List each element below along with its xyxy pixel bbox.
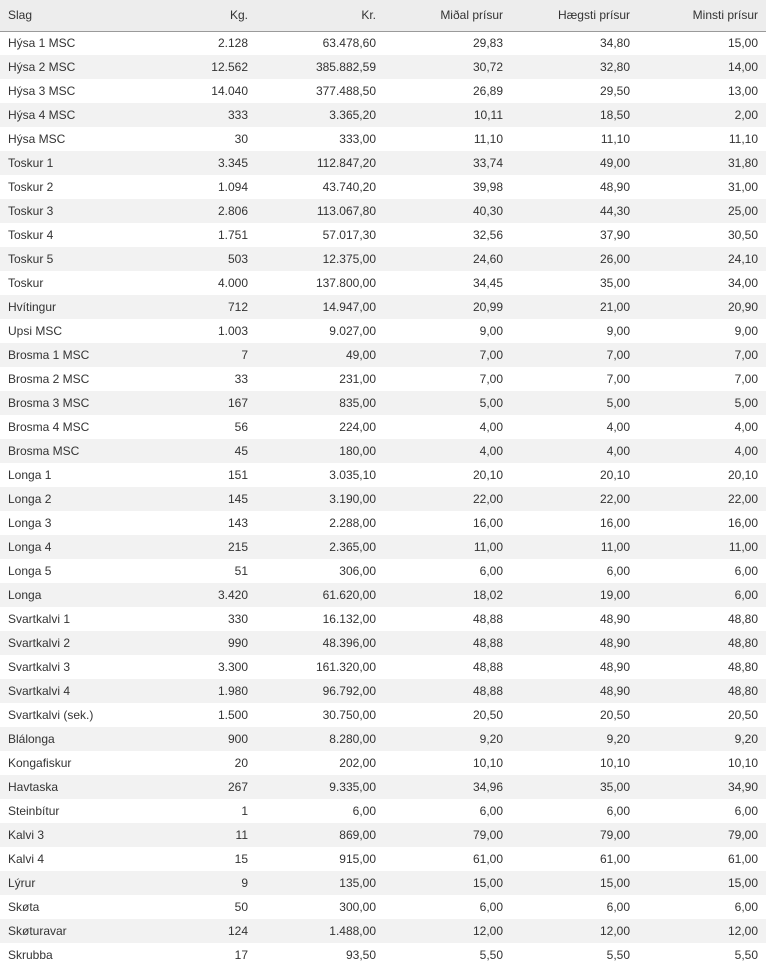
cell-species: Kalvi 4 — [8, 852, 45, 866]
cell-species: Skrubba — [8, 948, 53, 962]
cell-min-price: 6,00 — [734, 900, 758, 914]
cell-kr: 8.280,00 — [329, 732, 376, 746]
cell-kg: 20 — [234, 756, 248, 770]
cell-min-price: 48,80 — [727, 684, 758, 698]
cell-kr: 835,00 — [339, 396, 376, 410]
cell-kg: 1.094 — [217, 180, 248, 194]
cell-kr: 9.027,00 — [329, 324, 376, 338]
cell-species: Skøturavar — [8, 924, 67, 938]
cell-kr: 224,00 — [339, 420, 376, 434]
table-row — [0, 943, 766, 967]
cell-kr: 3.190,00 — [329, 492, 376, 506]
cell-max-price: 32,80 — [599, 60, 630, 74]
cell-kg: 900 — [227, 732, 248, 746]
cell-avg-price: 9,00 — [479, 324, 503, 338]
cell-species: Longa 1 — [8, 468, 52, 482]
cell-max-price: 48,90 — [599, 612, 630, 626]
cell-kg: 124 — [227, 924, 248, 938]
cell-min-price: 6,00 — [734, 564, 758, 578]
cell-max-price: 4,00 — [606, 420, 630, 434]
cell-avg-price: 26,89 — [472, 84, 503, 98]
cell-avg-price: 6,00 — [479, 804, 503, 818]
cell-avg-price: 39,98 — [472, 180, 503, 194]
cell-kr: 3.035,10 — [329, 468, 376, 482]
table-row — [0, 799, 766, 823]
cell-species: Hýsa 1 MSC — [8, 36, 76, 51]
cell-kg: 333 — [227, 108, 248, 122]
cell-kg: 45 — [234, 444, 248, 458]
cell-min-price: 6,00 — [734, 588, 758, 602]
table-body — [0, 31, 766, 967]
table-row — [0, 79, 766, 103]
cell-kr: 1.488,00 — [329, 924, 376, 938]
cell-species: Longa — [8, 588, 42, 602]
cell-species: Toskur — [8, 276, 44, 290]
cell-avg-price: 79,00 — [472, 828, 503, 842]
cell-species: Svartkalvi 1 — [8, 612, 71, 626]
cell-kg: 17 — [234, 948, 248, 962]
table-row — [0, 223, 766, 247]
cell-min-price: 20,90 — [727, 300, 758, 314]
table-row — [0, 343, 766, 367]
cell-min-price: 31,00 — [727, 180, 758, 194]
cell-kg: 167 — [227, 396, 248, 410]
table-row — [0, 31, 766, 55]
cell-max-price: 34,80 — [599, 36, 630, 51]
column-header-min-price[interactable]: Minsti prísur — [638, 0, 766, 31]
cell-kr: 96.792,00 — [322, 684, 376, 698]
cell-min-price: 13,00 — [727, 84, 758, 98]
cell-kr: 9.335,00 — [329, 780, 376, 794]
cell-max-price: 49,00 — [599, 156, 630, 170]
cell-min-price: 15,00 — [727, 36, 758, 51]
table-row — [0, 919, 766, 943]
cell-avg-price: 5,50 — [479, 948, 503, 962]
cell-max-price: 20,10 — [599, 468, 630, 482]
cell-kr: 48.396,00 — [322, 636, 376, 650]
cell-min-price: 16,00 — [727, 516, 758, 530]
cell-max-price: 9,20 — [606, 732, 630, 746]
cell-max-price: 61,00 — [599, 852, 630, 866]
table-row — [0, 703, 766, 727]
cell-min-price: 48,80 — [727, 636, 758, 650]
cell-kr: 333,00 — [339, 132, 376, 146]
cell-species: Toskur 2 — [8, 180, 54, 194]
cell-min-price: 5,50 — [734, 948, 758, 962]
cell-min-price: 20,50 — [727, 708, 758, 722]
cell-max-price: 37,90 — [599, 228, 630, 242]
cell-kr: 3.365,20 — [329, 108, 376, 122]
cell-species: Upsi MSC — [8, 324, 63, 338]
cell-avg-price: 32,56 — [472, 228, 503, 242]
cell-species: Hýsa 2 MSC — [8, 60, 76, 74]
cell-max-price: 44,30 — [599, 204, 630, 218]
cell-avg-price: 30,72 — [472, 60, 503, 74]
table-row — [0, 319, 766, 343]
cell-avg-price: 12,00 — [472, 924, 503, 938]
table-row — [0, 823, 766, 847]
cell-kg: 330 — [227, 612, 248, 626]
cell-avg-price: 10,11 — [473, 108, 503, 122]
cell-max-price: 18,50 — [599, 108, 630, 122]
cell-max-price: 48,90 — [599, 660, 630, 674]
cell-kg: 503 — [227, 252, 248, 266]
cell-kr: 385.882,59 — [315, 60, 376, 74]
cell-max-price: 11,00 — [600, 540, 630, 554]
cell-species: Skøta — [8, 900, 40, 914]
cell-max-price: 35,00 — [599, 276, 630, 290]
cell-species: Toskur 1 — [8, 156, 54, 170]
table-row — [0, 367, 766, 391]
table-row — [0, 439, 766, 463]
table-row — [0, 871, 766, 895]
cell-min-price: 11,10 — [728, 132, 758, 146]
cell-kr: 377.488,50 — [315, 84, 376, 98]
cell-max-price: 48,90 — [599, 636, 630, 650]
cell-species: Hvítingur — [8, 300, 57, 314]
cell-kg: 56 — [234, 420, 248, 434]
header-row — [0, 0, 766, 31]
cell-avg-price: 11,10 — [473, 132, 503, 146]
cell-species: Svartkalvi 2 — [8, 636, 71, 650]
cell-species: Blálonga — [8, 732, 55, 746]
cell-species: Toskur 4 — [8, 228, 54, 242]
column-header-max-price[interactable]: Hægsti prísur — [511, 0, 638, 31]
cell-kg: 151 — [227, 468, 248, 482]
table-row — [0, 463, 766, 487]
cell-kg: 14.040 — [211, 84, 248, 98]
table-row — [0, 895, 766, 919]
cell-max-price: 21,00 — [599, 300, 630, 314]
cell-max-price: 12,00 — [599, 924, 630, 938]
cell-max-price: 6,00 — [606, 804, 630, 818]
cell-min-price: 9,00 — [734, 324, 758, 338]
cell-kg: 1.980 — [217, 684, 248, 698]
table-row — [0, 751, 766, 775]
cell-avg-price: 11,00 — [473, 540, 503, 554]
cell-kg: 33 — [234, 372, 248, 386]
cell-kr: 231,00 — [339, 372, 376, 386]
table-row — [0, 535, 766, 559]
cell-kr: 14.947,00 — [322, 300, 376, 314]
table-row — [0, 775, 766, 799]
cell-min-price: 48,80 — [727, 660, 758, 674]
cell-avg-price: 7,00 — [479, 372, 503, 386]
column-header-kg[interactable]: Kg. — [150, 0, 256, 31]
cell-min-price: 5,00 — [734, 396, 758, 410]
cell-kr: 16.132,00 — [322, 612, 376, 626]
table-row — [0, 655, 766, 679]
cell-max-price: 4,00 — [606, 444, 630, 458]
cell-kr: 49,00 — [345, 348, 376, 362]
table-row — [0, 271, 766, 295]
cell-max-price: 6,00 — [606, 564, 630, 578]
table-row — [0, 247, 766, 271]
table-row — [0, 559, 766, 583]
cell-kr: 112.847,20 — [316, 156, 376, 170]
cell-min-price: 7,00 — [734, 372, 758, 386]
cell-max-price: 48,90 — [599, 180, 630, 194]
cell-min-price: 24,10 — [727, 252, 758, 266]
table-row — [0, 511, 766, 535]
cell-kr: 202,00 — [339, 756, 376, 770]
cell-max-price: 5,00 — [606, 396, 630, 410]
cell-avg-price: 48,88 — [472, 660, 503, 674]
cell-min-price: 34,00 — [727, 276, 758, 290]
cell-max-price: 9,00 — [606, 324, 630, 338]
column-header-kr[interactable]: Kr. — [256, 0, 384, 31]
table-header — [0, 0, 766, 31]
table-row — [0, 415, 766, 439]
cell-avg-price: 4,00 — [479, 420, 503, 434]
cell-kg: 30 — [234, 132, 248, 146]
cell-kr: 915,00 — [339, 852, 376, 866]
cell-kr: 63.478,60 — [322, 36, 376, 51]
cell-min-price: 11,00 — [728, 540, 758, 554]
cell-avg-price: 24,60 — [472, 252, 503, 266]
cell-avg-price: 34,45 — [472, 276, 503, 290]
cell-min-price: 9,20 — [734, 732, 758, 746]
cell-species: Brosma MSC — [8, 444, 80, 458]
cell-min-price: 10,10 — [727, 756, 758, 770]
table-row — [0, 55, 766, 79]
cell-kg: 712 — [227, 300, 248, 314]
cell-max-price: 16,00 — [599, 516, 630, 530]
cell-avg-price: 33,74 — [472, 156, 503, 170]
cell-kr: 57.017,30 — [322, 228, 376, 242]
cell-min-price: 4,00 — [734, 420, 758, 434]
cell-kr: 306,00 — [339, 564, 376, 578]
cell-min-price: 34,90 — [727, 780, 758, 794]
cell-max-price: 19,00 — [599, 588, 630, 602]
cell-species: Longa 2 — [8, 492, 52, 506]
table-row — [0, 631, 766, 655]
cell-species: Hýsa MSC — [8, 132, 66, 146]
cell-kr: 12.375,00 — [322, 252, 376, 266]
cell-kg: 15 — [234, 852, 248, 866]
cell-kr: 2.365,00 — [329, 540, 376, 554]
cell-avg-price: 9,20 — [479, 732, 503, 746]
cell-avg-price: 48,88 — [472, 684, 503, 698]
cell-species: Brosma 2 MSC — [8, 372, 90, 386]
cell-kr: 30.750,00 — [322, 708, 376, 722]
cell-species: Brosma 4 MSC — [8, 420, 90, 434]
table-row — [0, 103, 766, 127]
cell-avg-price: 15,00 — [472, 876, 503, 890]
cell-species: Lýrur — [8, 876, 36, 890]
table-row — [0, 151, 766, 175]
cell-species: Svartkalvi 3 — [8, 660, 71, 674]
cell-avg-price: 16,00 — [472, 516, 503, 530]
cell-avg-price: 4,00 — [479, 444, 503, 458]
cell-min-price: 22,00 — [727, 492, 758, 506]
column-header-avg-price[interactable]: Miðal prísur — [384, 0, 511, 31]
cell-min-price: 14,00 — [727, 60, 758, 74]
cell-species: Longa 3 — [8, 516, 52, 530]
cell-min-price: 6,00 — [734, 804, 758, 818]
cell-species: Svartkalvi (sek.) — [8, 708, 94, 722]
cell-species: Brosma 1 MSC — [8, 348, 90, 362]
table-row — [0, 295, 766, 319]
cell-max-price: 26,00 — [599, 252, 630, 266]
cell-kg: 4.000 — [217, 276, 248, 290]
cell-kr: 113.067,80 — [316, 204, 376, 218]
cell-kg: 267 — [227, 780, 248, 794]
cell-avg-price: 18,02 — [472, 588, 503, 602]
cell-min-price: 31,80 — [727, 156, 758, 170]
cell-avg-price: 40,30 — [472, 204, 503, 218]
cell-kr: 43.740,20 — [322, 180, 376, 194]
cell-avg-price: 34,96 — [472, 780, 503, 794]
cell-species: Havtaska — [8, 780, 59, 794]
cell-kr: 161.320,00 — [315, 660, 376, 674]
cell-kg: 7 — [241, 348, 248, 362]
cell-max-price: 20,50 — [599, 708, 630, 722]
cell-avg-price: 6,00 — [479, 900, 503, 914]
cell-kg: 3.300 — [217, 660, 248, 674]
cell-kg: 3.420 — [217, 588, 248, 602]
table-row — [0, 391, 766, 415]
cell-species: Kongafiskur — [8, 756, 72, 770]
cell-min-price: 48,80 — [727, 612, 758, 626]
cell-avg-price: 29,83 — [472, 36, 503, 51]
cell-kr: 869,00 — [339, 828, 376, 842]
cell-species: Toskur 3 — [8, 204, 54, 218]
cell-max-price: 35,00 — [599, 780, 630, 794]
cell-kg: 2.128 — [217, 36, 248, 51]
cell-min-price: 20,10 — [727, 468, 758, 482]
cell-species: Steinbítur — [8, 804, 60, 818]
cell-min-price: 30,50 — [727, 228, 758, 242]
cell-kg: 1 — [241, 804, 248, 818]
cell-kg: 11 — [235, 828, 248, 842]
cell-species: Longa 5 — [8, 564, 52, 578]
cell-max-price: 48,90 — [599, 684, 630, 698]
cell-kg: 1.751 — [217, 228, 248, 242]
column-header-slag[interactable]: Slag — [0, 0, 150, 31]
cell-max-price: 22,00 — [599, 492, 630, 506]
cell-species: Svartkalvi 4 — [8, 684, 71, 698]
cell-kr: 93,50 — [345, 948, 376, 962]
cell-avg-price: 7,00 — [479, 348, 503, 362]
table-row — [0, 679, 766, 703]
cell-species: Hýsa 3 MSC — [8, 84, 76, 98]
cell-kg: 3.345 — [217, 156, 248, 170]
cell-species: Kalvi 3 — [8, 828, 45, 842]
cell-kr: 180,00 — [339, 444, 376, 458]
cell-avg-price: 6,00 — [479, 564, 503, 578]
cell-avg-price: 22,00 — [472, 492, 503, 506]
cell-max-price: 5,50 — [606, 948, 630, 962]
cell-avg-price: 20,99 — [472, 300, 503, 314]
cell-max-price: 15,00 — [599, 876, 630, 890]
cell-avg-price: 20,10 — [472, 468, 503, 482]
cell-kg: 51 — [234, 564, 248, 578]
cell-min-price: 12,00 — [727, 924, 758, 938]
cell-kg: 990 — [227, 636, 248, 650]
cell-species: Hýsa 4 MSC — [8, 108, 76, 122]
cell-min-price: 7,00 — [734, 348, 758, 362]
cell-max-price: 7,00 — [606, 372, 630, 386]
cell-min-price: 2,00 — [734, 108, 758, 122]
cell-kr: 300,00 — [339, 900, 376, 914]
cell-kr: 135,00 — [339, 876, 376, 890]
cell-kg: 1.003 — [217, 324, 248, 338]
cell-kg: 143 — [227, 516, 248, 530]
cell-kg: 1.500 — [217, 708, 248, 722]
table-row — [0, 847, 766, 871]
cell-kg: 9 — [241, 876, 248, 890]
table-row — [0, 175, 766, 199]
cell-min-price: 79,00 — [727, 828, 758, 842]
cell-avg-price: 20,50 — [472, 708, 503, 722]
cell-max-price: 79,00 — [599, 828, 630, 842]
cell-min-price: 25,00 — [727, 204, 758, 218]
cell-avg-price: 10,10 — [472, 756, 503, 770]
cell-max-price: 11,10 — [600, 132, 630, 146]
cell-kg: 50 — [234, 900, 248, 914]
cell-min-price: 15,00 — [727, 876, 758, 890]
cell-avg-price: 48,88 — [472, 612, 503, 626]
cell-avg-price: 61,00 — [472, 852, 503, 866]
cell-kr: 61.620,00 — [322, 588, 376, 602]
cell-kr: 2.288,00 — [329, 516, 376, 530]
cell-avg-price: 5,00 — [479, 396, 503, 410]
table-row — [0, 607, 766, 631]
table-row — [0, 487, 766, 511]
cell-kg: 2.806 — [217, 204, 248, 218]
cell-kg: 12.562 — [211, 60, 248, 74]
table-row — [0, 127, 766, 151]
cell-avg-price: 48,88 — [472, 636, 503, 650]
cell-kr: 6,00 — [352, 804, 376, 818]
cell-species: Brosma 3 MSC — [8, 396, 90, 410]
cell-max-price: 7,00 — [606, 348, 630, 362]
table-row — [0, 727, 766, 751]
cell-max-price: 10,10 — [599, 756, 630, 770]
cell-min-price: 61,00 — [727, 852, 758, 866]
cell-kr: 137.800,00 — [315, 276, 376, 290]
cell-min-price: 4,00 — [734, 444, 758, 458]
table-row — [0, 583, 766, 607]
cell-kg: 215 — [227, 540, 248, 554]
cell-species: Toskur 5 — [8, 252, 54, 266]
cell-kg: 145 — [227, 492, 248, 506]
cell-species: Longa 4 — [8, 540, 52, 554]
table-row — [0, 199, 766, 223]
cell-max-price: 29,50 — [599, 84, 630, 98]
cell-max-price: 6,00 — [606, 900, 630, 914]
